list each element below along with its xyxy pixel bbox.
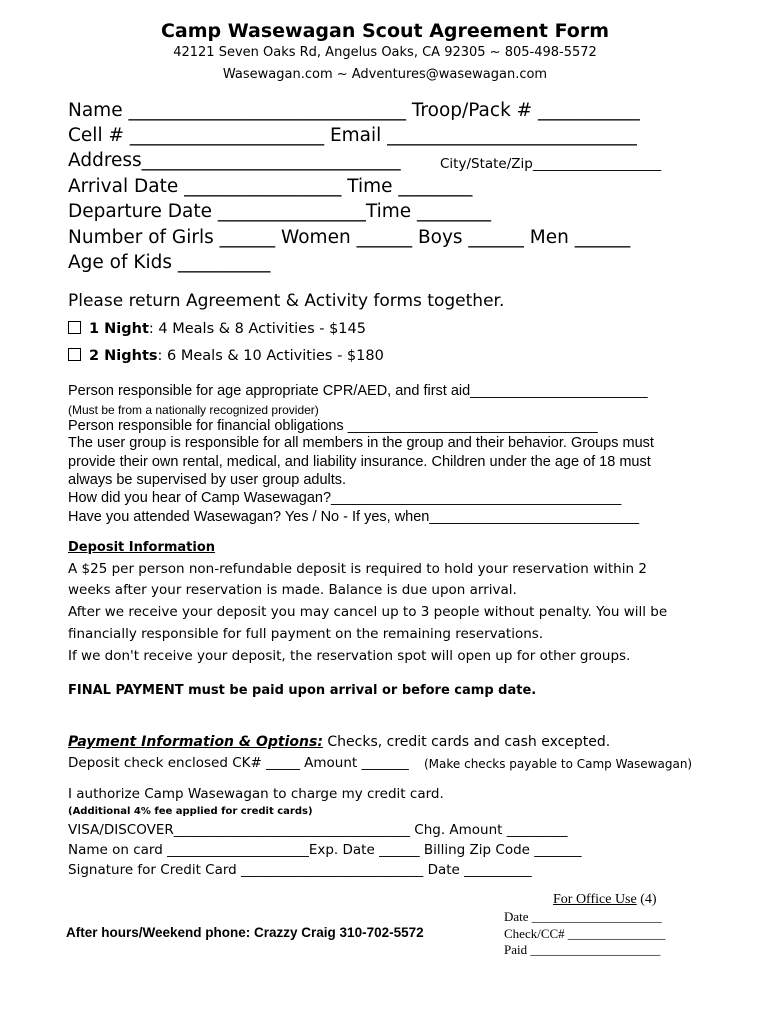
cell-email-field[interactable]: Cell # _____________________ Email ___________________________ (68, 125, 637, 146)
signature-field[interactable]: Signature for Credit Card ___________________________ Date __________ (68, 862, 532, 878)
option-1-detail: : 4 Meals & 8 Activities - $145 (148, 321, 366, 337)
office-use-title: For Office Use (4) (553, 892, 657, 907)
check-payable-note: (Make checks payable to Camp Wasewagan) (424, 757, 693, 771)
office-paid: Paid ____________________ (504, 942, 661, 957)
payment-heading-rest: Checks, credit cards and cash excepted. (322, 734, 611, 750)
header-web: Wasewagan.com ~ Adventures@wasewagan.com (222, 67, 548, 82)
attended-field[interactable]: Have you attended Wasewagan? Yes / No - If yes, when__________________________ (68, 509, 640, 525)
checkbox-1-night[interactable] (68, 321, 81, 334)
financial-field[interactable]: Person responsible for financial obligations _______________________________ (68, 418, 598, 434)
payment-heading: Payment Information & Options: (68, 734, 323, 750)
after-hours-phone: After hours/Weekend phone: Crazzy Craig 310-702-5572 (66, 925, 424, 940)
cpr-note: (Must be from a nationally recognized provider) (68, 403, 319, 417)
form-title: Camp Wasewagan Scout Agreement Form (160, 20, 610, 42)
header-address: 42121 Seven Oaks Rd, Angelus Oaks, CA 92305 ~ 805-498-5572 (173, 45, 597, 60)
option-1-night[interactable] (68, 321, 366, 337)
option-2-nights[interactable] (68, 348, 384, 364)
cpr-field[interactable]: Person responsible for age appropriate CPR/AED, and first aid______________________ (68, 383, 648, 399)
age-of-kids-field[interactable]: Age of Kids __________ (68, 252, 271, 273)
heard-field[interactable]: How did you hear of Camp Wasewagan?____________________________________ (68, 490, 622, 506)
payment-heading-line (68, 734, 610, 750)
option-2-label: 2 Nights (89, 348, 158, 364)
group-text-1: The user group is responsible for all members in the group and their behavior. Groups must (68, 435, 654, 451)
group-counts-field[interactable]: Number of Girls ______ Women ______ Boys ______ Men ______ (68, 227, 631, 248)
group-text-2: provide their own rental, medical, and liability insurance. Children under the age of 18 must (68, 454, 651, 470)
deposit-check-field[interactable]: Deposit check enclosed CK# _____ Amount _______ (68, 755, 409, 771)
visa-discover-field[interactable]: VISA/DISCOVER___________________________________ Chg. Amount _________ (68, 822, 568, 838)
deposit-text-2: weeks after your reservation is made. Balance is due upon arrival. (68, 582, 517, 598)
departure-field[interactable]: Departure Date ________________Time ________ (68, 201, 492, 222)
arrival-field[interactable]: Arrival Date _________________ Time ________ (68, 176, 473, 197)
office-date: Date ____________________ (504, 909, 662, 924)
deposit-heading: Deposit Information (68, 540, 216, 555)
office-check: Check/CC# _______________ (504, 926, 666, 941)
final-payment-note: FINAL PAYMENT must be paid upon arrival or before camp date. (68, 683, 537, 698)
deposit-text-3: After we receive your deposit you may cancel up to 3 people without penalty. You will be (68, 604, 668, 620)
deposit-text-5: If we don't receive your deposit, the reservation spot will open up for other groups. (68, 648, 631, 664)
group-text-3: always be supervised by user group adults. (68, 472, 347, 488)
deposit-text-4: financially responsible for full payment on the remaining reservations. (68, 626, 544, 642)
name-field[interactable]: Name ______________________________ Troop/Pack # ___________ (68, 100, 640, 121)
authorize-text: I authorize Camp Wasewagan to charge my credit card. (68, 786, 444, 802)
address-field[interactable]: Address____________________________ (68, 150, 401, 171)
credit-fee-note: (Additional 4% fee applied for credit cards) (68, 806, 313, 817)
forms-instruction: Please return Agreement & Activity forms together. (68, 291, 505, 311)
deposit-text-1: A $25 per person non-refundable deposit is required to hold your reservation within 2 (68, 561, 647, 577)
checkbox-2-nights[interactable] (68, 348, 81, 361)
option-2-detail: : 6 Meals & 10 Activities - $180 (157, 348, 384, 364)
option-1-label: 1 Night (89, 321, 149, 337)
city-state-zip-field[interactable]: City/State/Zip___________________ (440, 156, 662, 172)
name-on-card-field[interactable]: Name on card _____________________Exp. Date ______ Billing Zip Code _______ (68, 842, 582, 858)
